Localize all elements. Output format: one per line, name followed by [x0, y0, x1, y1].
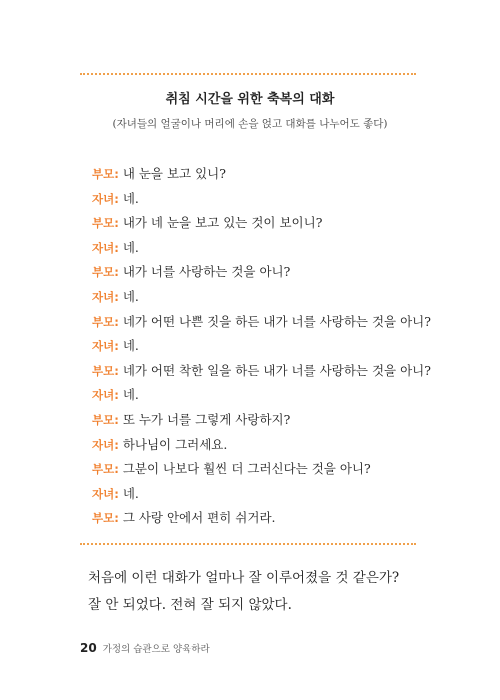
- speech-text: 네.: [122, 387, 139, 403]
- top-dotted-rule: [80, 73, 416, 75]
- speech-text: 내가 너를 사랑하는 것을 아니?: [122, 264, 291, 280]
- body-paragraph-line: 처음에 이런 대화가 얼마나 잘 이루어졌을 것 같은가?: [88, 570, 400, 586]
- dialogue-line: [92, 162, 422, 187]
- dialogue-line: [92, 457, 422, 482]
- body-paragraph-line: 잘 안 되었다. 전혀 잘 되지 않았다.: [88, 597, 292, 613]
- dialogue-line: [92, 260, 422, 285]
- dialogue-line: [92, 433, 422, 458]
- section-subtitle: (자녀들의 얼굴이나 머리에 손을 얹고 대화를 나누어도 좋다): [112, 118, 388, 130]
- section-title: 취침 시간을 위한 축복의 대화: [165, 92, 335, 107]
- speaker-label: 부모:: [92, 216, 119, 231]
- speech-text: 내 눈을 보고 있니?: [122, 166, 226, 181]
- dialogue-line: [92, 506, 422, 531]
- speech-text: 하나님이 그러세요.: [122, 436, 228, 452]
- speech-text: 네.: [122, 338, 139, 354]
- dialogue-line: [92, 359, 431, 384]
- speaker-label: 자녀:: [92, 240, 119, 255]
- dialogue-line: [92, 285, 422, 310]
- dialogue-line: [92, 383, 422, 408]
- speaker-label: 부모:: [92, 265, 119, 280]
- dialogue-line: [92, 236, 422, 261]
- speaker-label: 자녀:: [92, 289, 119, 304]
- speaker-label: 부모:: [92, 167, 119, 181]
- speaker-label: 부모:: [92, 462, 119, 477]
- speaker-label: 자녀:: [92, 339, 119, 354]
- speech-text: 네.: [122, 239, 139, 255]
- running-title: 가정의 습관으로 양육하라: [102, 644, 210, 655]
- bottom-dotted-rule: [80, 543, 416, 545]
- speech-text: 네가 어떤 착한 일을 하든 내가 너를 사랑하는 것을 아니?: [122, 362, 431, 378]
- speaker-label: 부모:: [92, 314, 119, 329]
- speech-text: 그 사랑 안에서 편히 쉬거라.: [122, 510, 276, 526]
- speaker-label: 부모:: [92, 511, 119, 526]
- speech-text: 또 누가 너를 그렇게 사랑하지?: [122, 411, 291, 427]
- speaker-label: 자녀:: [92, 191, 119, 206]
- speech-text: 그분이 나보다 훨씬 더 그러신다는 것을 아니?: [122, 461, 371, 477]
- dialogue-line: [92, 310, 431, 335]
- dialogue-line: [92, 408, 422, 433]
- speaker-label: 자녀:: [92, 486, 119, 501]
- speaker-label: 부모:: [92, 412, 119, 427]
- speaker-label: 자녀:: [92, 437, 119, 452]
- speech-text: 네가 어떤 나쁜 짓을 하든 내가 너를 사랑하는 것을 아니?: [122, 313, 431, 329]
- dialogue-line: [92, 211, 422, 236]
- dialogue-line: [92, 482, 422, 507]
- speech-text: 네.: [122, 190, 139, 206]
- speech-text: 네.: [122, 288, 139, 304]
- page-number: 20: [80, 641, 97, 655]
- speech-text: 내가 네 눈을 보고 있는 것이 보이니?: [122, 215, 323, 231]
- speaker-label: 부모:: [92, 363, 119, 378]
- dialogue-line: [92, 187, 422, 212]
- page-footer: [80, 641, 210, 655]
- speech-text: 네.: [122, 485, 139, 501]
- dialogue-line: [92, 334, 422, 359]
- dialogue-list: [92, 162, 431, 531]
- speaker-label: 자녀:: [92, 388, 119, 403]
